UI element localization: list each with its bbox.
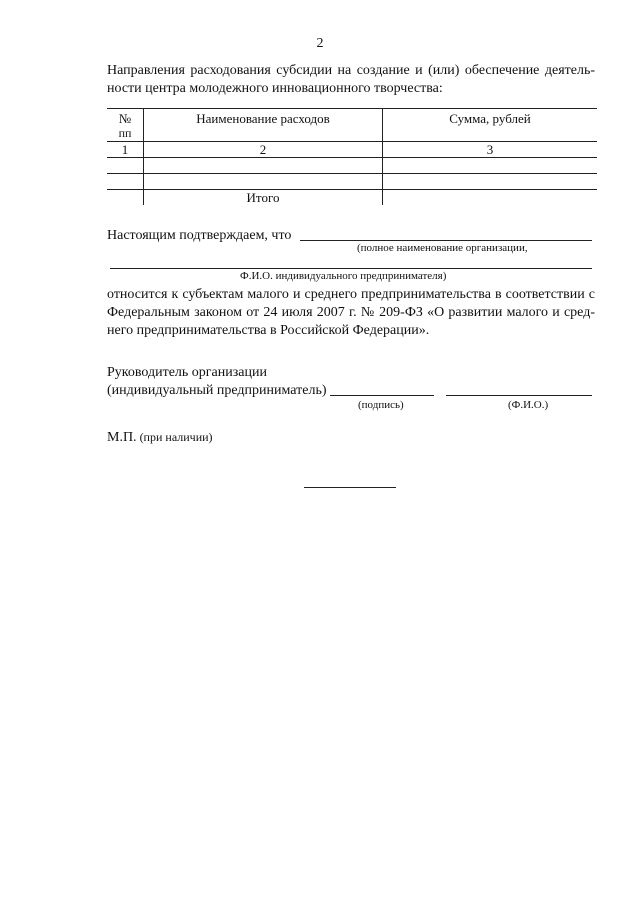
signature-title-line-2: (индивидуальный предприниматель) [107,383,327,398]
header-expense-name: Наименование расходов [144,109,383,142]
page-number: 2 [316,36,324,51]
table-index-row [107,142,597,158]
organization-name-field[interactable] [300,240,592,241]
signature-fio-field[interactable] [446,395,592,396]
stamp-mp: М.П. [107,430,137,445]
footer-rule [304,487,396,488]
stamp-place [107,430,213,446]
caption-signature-fio: (Ф.И.О.) [508,399,549,411]
index-cell-3: 3 [383,142,598,158]
index-cell-1: 1 [107,142,144,158]
table-cell [383,158,598,174]
table-cell [144,174,383,190]
index-cell-2: 2 [144,142,383,158]
confirm-text: Настоящим подтверждаем, что [107,228,292,243]
intro-line-1: Направления расходования субсидии на создание и (или) обеспечение деятель- [107,63,595,78]
table-cell [144,158,383,174]
table-row [107,174,597,190]
body-line-2: Федеральным законом от 24 июля 2007 г. № 209-ФЗ «О развитии малого и сред- [107,305,595,320]
table-cell [107,174,144,190]
table-cell [383,174,598,190]
body-paragraph [107,286,595,340]
header-number-symbol: № [118,111,132,126]
header-number [107,109,144,142]
signature-title-line-1: Руководитель организации [107,365,267,380]
body-line-3: него предпринимательства в Российской Федерации». [107,323,430,338]
total-value-cell [383,190,598,206]
intro-paragraph [107,62,595,98]
table-cell [107,158,144,174]
stamp-note: (при наличии) [139,430,213,444]
table-cell [107,190,144,206]
caption-entrepreneur-fio: Ф.И.О. индивидуального предпринимателя) [240,270,447,282]
body-line-1: относится к субъектам малого и среднего предпринимательства в соответствии с [107,287,595,302]
signature-field[interactable] [330,395,434,396]
table-header-row [107,109,597,142]
expenses-table [107,108,597,205]
table-total-row [107,190,597,206]
caption-signature: (подпись) [358,399,404,411]
header-sum: Сумма, рублей [383,109,598,142]
total-label: Итого [144,190,383,206]
table-row [107,158,597,174]
header-number-abbr: пп [118,126,132,140]
intro-line-2: ности центра молодежного инновационного творчества: [107,81,443,96]
fio-entrepreneur-field[interactable] [110,268,592,269]
caption-organization: (полное наименование организации, [357,242,528,254]
